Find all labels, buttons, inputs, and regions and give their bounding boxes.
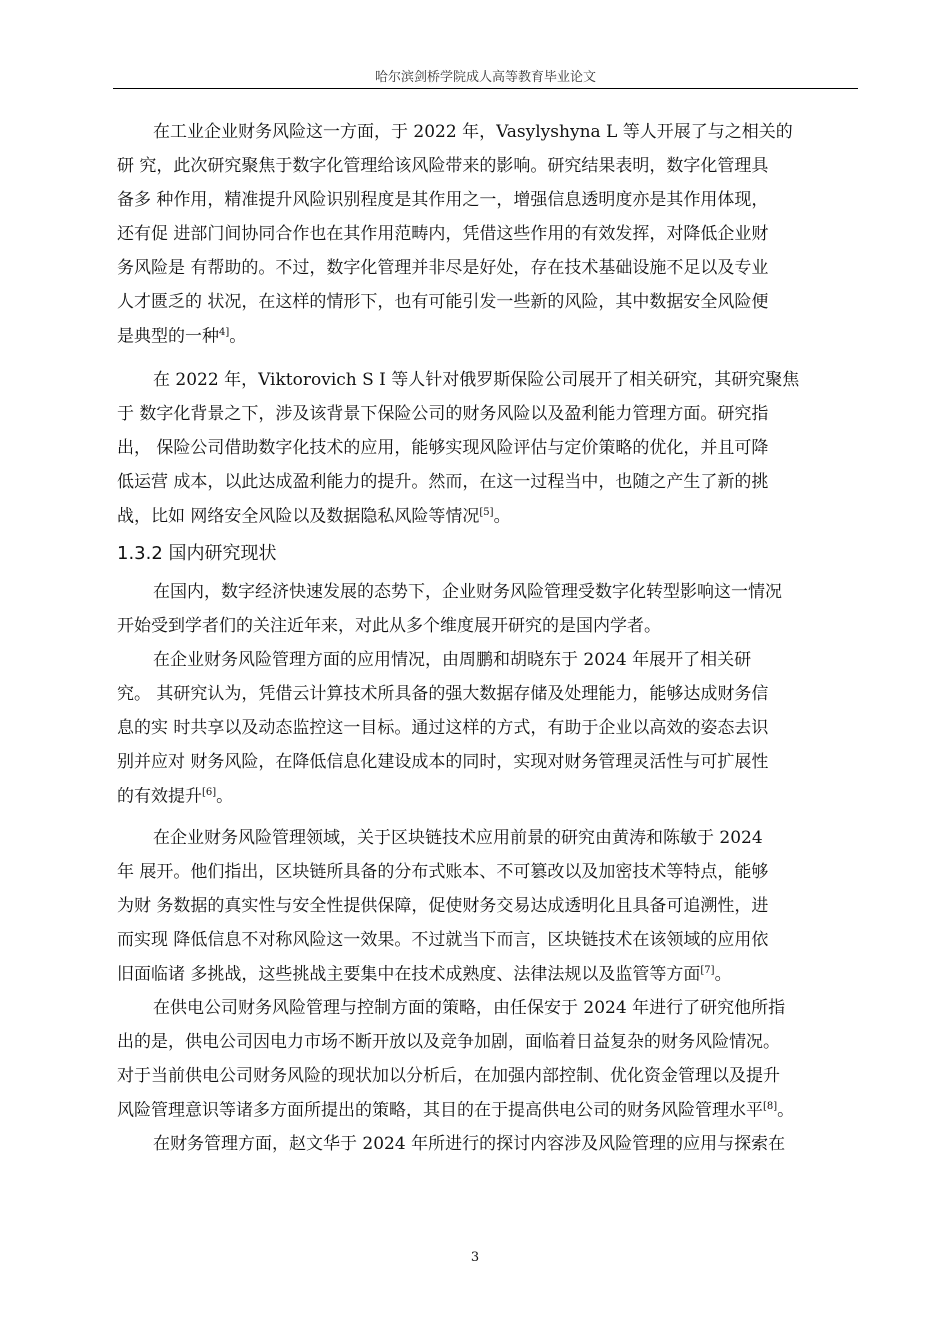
text-line-content: 备多 种作用，精准提升风险识别程度是其作用之一，增强信息透明度亦是其作用体现， <box>117 190 769 210</box>
text-line-content: 而实现 降低信息不对称风险这一效果。不过就当下而言，区块链技术在该领域的应用依 <box>117 930 769 950</box>
text-line <box>117 932 768 949</box>
text-line-content: 在工业企业财务风险这一方面，于 2022 年，Vasylyshyna L 等人开展了与之相关的 <box>153 122 793 142</box>
text-line-content: 低运营 成本，以此达成盈利能力的提升。然而，在这一过程当中，也随之产生了新的挑 <box>117 472 769 492</box>
citation-ref: [5] <box>479 507 494 518</box>
text-line-content: 在企业财务风险管理方面的应用情况，由周鹏和胡晓东于 2024 年展开了相关研 <box>153 650 752 670</box>
text-line <box>153 124 793 141</box>
text-line <box>117 1102 794 1120</box>
text-line-tail: 。 <box>229 326 247 347</box>
page-number: 3 <box>470 1250 480 1265</box>
text-line-content: 息的实 时共享以及动态监控这一目标。通过这样的方式，有助于企业以高效的姿态去识 <box>117 718 769 738</box>
text-line <box>117 226 768 243</box>
text-line-content: 人才匮乏的 状况，在这样的情形下，也有可能引发一些新的风险，其中数据安全风险便 <box>117 292 769 312</box>
citation-ref: 4] <box>219 327 230 338</box>
text-line-content: 是典型的一种 <box>117 326 219 347</box>
text-line <box>117 788 233 806</box>
text-line-tail: 。 <box>493 506 511 527</box>
text-line <box>117 192 768 209</box>
section-heading: 1.3.2 国内研究现状 <box>117 543 277 564</box>
text-line-content: 在财务管理方面，赵文华于 2024 年所进行的探讨内容涉及风险管理的应用与探索在 <box>153 1134 786 1154</box>
text-line <box>153 830 763 847</box>
text-line <box>153 584 782 601</box>
citation-ref: [7] <box>700 965 715 976</box>
text-line-content: 在 2022 年，Viktorovich S I 等人针对俄罗斯保险公司展开了相关研究，其研究聚焦 <box>153 370 800 390</box>
text-line <box>117 966 732 984</box>
text-line <box>117 508 511 526</box>
text-line <box>117 864 768 881</box>
text-line-content: 旧面临诸 多挑战，这些挑战主要集中在技术成熟度、法律法规以及监管等方面 <box>117 964 701 985</box>
text-line-content: 出的是，供电公司因电力市场不断开放以及竞争加剧，面临着日益复杂的财务风险情况。 <box>117 1032 780 1052</box>
text-line <box>117 898 768 915</box>
text-line <box>117 158 768 175</box>
text-line-tail: 。 <box>714 964 732 985</box>
text-line <box>153 652 751 669</box>
text-line-content: 别并应对 财务风险，在降低信息化建设成本的同时，实现对财务管理灵活性与可扩展性 <box>117 752 769 772</box>
text-line-content: 为财 务数据的真实性与安全性提供保障，促使财务交易达成透明化且具备可追溯性，进 <box>117 896 769 916</box>
text-line-content: 在国内，数字经济快速发展的态势下，企业财务风险管理受数字化转型影响这一情况 <box>153 582 782 602</box>
text-line-content: 的有效提升 <box>117 786 202 807</box>
text-line-tail: 。 <box>216 786 234 807</box>
text-line <box>117 754 768 771</box>
text-line <box>117 1034 780 1051</box>
text-line <box>117 328 246 346</box>
text-line-content: 究。 其研究认为，凭借云计算技术所具备的强大数据存储及处理能力，能够达成财务信 <box>117 684 769 704</box>
text-line <box>117 474 768 491</box>
text-line <box>153 1000 785 1017</box>
text-line-tail: 。 <box>777 1100 795 1121</box>
text-line-content: 出， 保险公司借助数字化技术的应用，能够实现风险评估与定价策略的优化，并且可降 <box>117 438 769 458</box>
text-line-content: 研 究，此次研究聚焦于数字化管理给该风险带来的影响。研究结果表明，数字化管理具 <box>117 156 769 176</box>
citation-ref: [8] <box>763 1101 778 1112</box>
text-line <box>117 1068 780 1085</box>
text-line-content: 在企业财务风险管理领域，关于区块链技术应用前景的研究由黄涛和陈敏于 2024 <box>153 828 763 848</box>
text-line <box>117 686 768 703</box>
text-line-content: 风险管理意识等诸多方面所提出的策略，其目的在于提高供电公司的财务风险管理水平 <box>117 1100 763 1121</box>
text-line-content: 还有促 进部门间协同合作也在其作用范畴内，凭借这些作用的有效发挥，对降低企业财 <box>117 224 769 244</box>
text-line-content: 务风险是 有帮助的。不过，数字化管理并非尽是好处，存在技术基础设施不足以及专业 <box>117 258 769 278</box>
text-line <box>117 294 768 311</box>
text-line-content: 于 数字化背景之下，涉及该背景下保险公司的财务风险以及盈利能力管理方面。研究指 <box>117 404 769 424</box>
text-line <box>117 260 768 277</box>
text-line-content: 年 展开。他们指出，区块链所具备的分布式账本、不可篡改以及加密技术等特点，能够 <box>117 862 769 882</box>
text-line <box>117 406 768 423</box>
text-line-content: 对于当前供电公司财务风险的现状加以分析后，在加强内部控制、优化资金管理以及提升 <box>117 1066 780 1086</box>
text-line <box>117 618 661 635</box>
text-line-content: 战，比如 网络安全风险以及数据隐私风险等情况 <box>117 506 480 527</box>
text-line <box>153 1136 785 1153</box>
text-line <box>153 372 799 389</box>
text-line-content: 在供电公司财务风险管理与控制方面的策略，由任保安于 2024 年进行了研究他所指 <box>153 998 786 1018</box>
header-rule <box>113 88 858 89</box>
text-line-content: 开始受到学者们的关注近年来，对此从多个维度展开研究的是国内学者。 <box>117 616 661 636</box>
text-line <box>117 440 768 457</box>
text-line <box>117 720 768 737</box>
running-header: 哈尔滨剑桥学院成人高等教育毕业论文 <box>374 70 596 85</box>
citation-ref: [6] <box>202 787 217 798</box>
